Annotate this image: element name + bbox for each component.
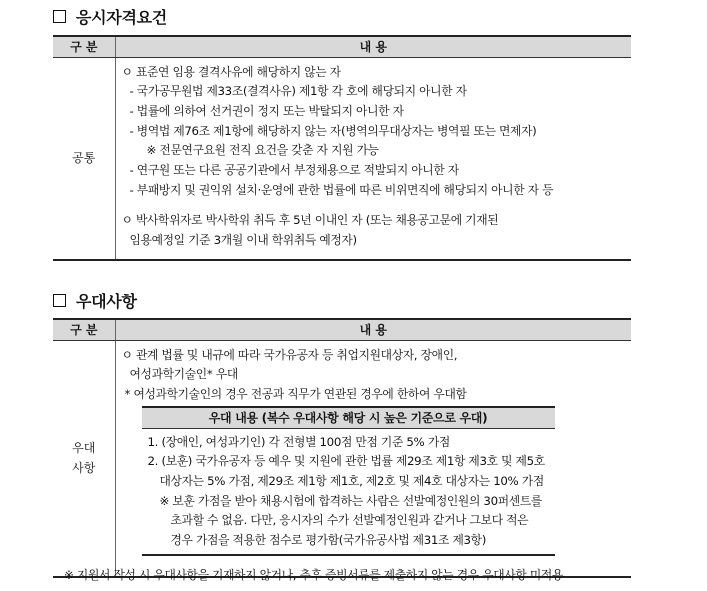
requirement-line: - 병역법 제76조 제1항에 해당하지 않는 자(병역의무대상자는 병역필 또는 면제자)	[129, 123, 537, 138]
table-header-row	[53, 36, 631, 57]
header-content: 내 용	[115, 319, 631, 340]
preference-detail-header: 우대 내용 (복수 우대사항 해당 시 높은 기준으로 우대)	[142, 408, 555, 429]
requirement-line: ㅇ 표준연 임용 결격사유에 해당하지 않는 자	[121, 64, 341, 79]
header-category: 구 분	[53, 36, 115, 57]
detail-line: 2. (보훈) 국가유공자 등 예우 및 지원에 관한 법률 제29조 제1항 제3호 및 제5호	[147, 454, 545, 469]
table-row	[53, 340, 631, 577]
eligibility-table	[53, 35, 631, 261]
category-line: 사항	[72, 461, 96, 476]
detail-note: 경우 가점을 적용한 점수로 평가함(국가유공사법 제31조 제3항)	[170, 533, 486, 547]
preference-line: ㅇ 관계 법률 및 내규에 따라 국가유공자 등 취업지원대상자, 장애인,	[121, 347, 458, 362]
category-common: 공통	[53, 57, 115, 260]
category-preference	[53, 340, 115, 577]
footnote: ※ 지원서 작성 시 우대사항을 기재하지 않거나, 추후 증빙서류를 제출하지 않는 경우 우대사항 미적용	[64, 568, 563, 582]
preference-detail-box	[142, 406, 555, 556]
header-content: 내 용	[115, 36, 631, 57]
preference-detail-body	[142, 429, 555, 554]
section-title-text: 우대사항	[76, 292, 137, 311]
requirement-line: - 부패방지 및 권익위 설치·운영에 관한 법률에 따른 비위면직에 해당되지 아니한 자 등	[129, 182, 554, 197]
detail-note: ※ 보훈 가점을 받아 채용시험에 합격하는 사람은 선발예정인원의 30퍼센트를	[159, 493, 542, 508]
eligibility-content	[115, 57, 631, 260]
requirement-line: ㅇ 박사학위자로 박사학위 취득 후 5년 이내인 자 (또는 채용공고문에 기재된	[121, 213, 499, 228]
preference-note: * 여성과학기술인의 경우 전공과 직무가 연관된 경우에 한하여 우대함	[124, 386, 467, 401]
header-category: 구 분	[53, 319, 115, 340]
detail-line: 1. (장애인, 여성과기인) 각 전형별 100점 만점 기준 5% 가점	[147, 434, 450, 449]
table-row	[53, 57, 631, 260]
detail-line: 대상자는 5% 가점, 제29조 제1항 제1호, 제2호 및 제4호 대상자는 10% 가점	[159, 473, 544, 488]
requirement-line: - 연구원 또는 다른 공공기관에서 부정채용으로 적발되지 아니한 자	[129, 162, 459, 177]
requirement-note: ※ 전문연구요원 전직 요건을 갖춘 자 지원 가능	[146, 143, 379, 158]
checkbox-square-icon	[53, 294, 66, 307]
section-title-text: 응시자격요건	[76, 8, 167, 27]
table-header-row	[53, 319, 631, 340]
section-title-eligibility	[53, 5, 167, 28]
preference-line: 여성과학기술인* 우대	[129, 367, 238, 382]
section-title-preference	[53, 289, 137, 312]
requirement-line: - 법률에 의하여 선거권이 정지 또는 박탈되지 아니한 자	[129, 103, 404, 118]
preference-content	[115, 340, 631, 577]
requirement-line: - 국가공무원법 제33조(결격사유) 제1항 각 호에 해당되지 아니한 자	[129, 84, 467, 99]
preference-table	[53, 318, 631, 578]
detail-note: 초과할 수 없음. 다만, 응시자의 수가 선발예정인원과 같거나 그보다 적은	[170, 513, 529, 528]
category-line: 우대	[72, 441, 96, 456]
requirement-line: 임용예정일 기준 3개월 이내 학위취득 예정자)	[129, 233, 357, 247]
checkbox-square-icon	[53, 10, 66, 23]
